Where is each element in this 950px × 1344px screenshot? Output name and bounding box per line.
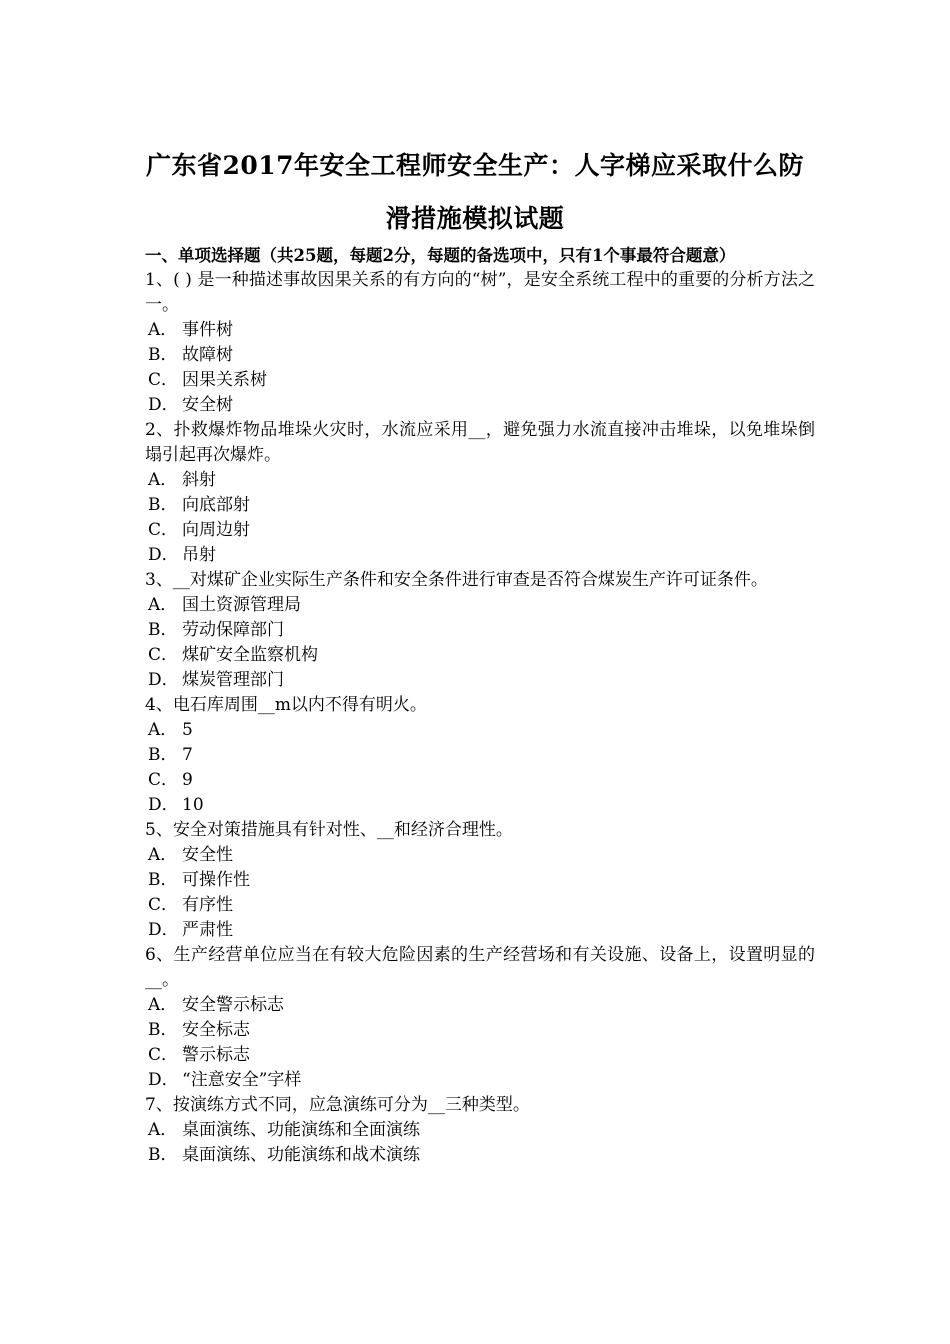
option-letter: D． <box>148 1070 179 1090</box>
option-letter: B． <box>148 1020 178 1040</box>
option-letter: B． <box>148 345 178 365</box>
question-text: 3、__对煤矿企业实际生产条件和安全条件进行审查是否符合煤炭生产许可证条件。 <box>145 570 768 590</box>
option-text: 桌面演练、功能演练和战术演练 <box>182 1145 420 1165</box>
answer-option <box>145 1143 815 1168</box>
section-heading: 一、单项选择题（共25题，每题2分，每题的备选项中，只有1个事最符合题意） <box>145 246 736 265</box>
option-letter: D． <box>148 395 179 415</box>
document-body <box>145 243 815 1168</box>
option-text: 桌面演练、功能演练和全面演练 <box>182 1120 420 1140</box>
answer-option <box>145 668 815 693</box>
question-item <box>145 693 815 818</box>
answer-option <box>145 593 815 618</box>
option-text: 煤炭管理部门 <box>182 670 284 690</box>
option-text: 事件树 <box>182 320 233 340</box>
answer-option <box>145 718 815 743</box>
question-text: 7、按演练方式不同，应急演练可分为__三种类型。 <box>145 1095 530 1115</box>
answer-option <box>145 768 815 793</box>
answer-option <box>145 918 815 943</box>
option-letter: B． <box>148 620 178 640</box>
answer-option <box>145 643 815 668</box>
option-letter: C． <box>148 1045 179 1065</box>
answer-option <box>145 843 815 868</box>
option-text: 国土资源管理局 <box>182 595 301 615</box>
option-text: 向底部射 <box>182 495 250 515</box>
option-text: 因果关系树 <box>182 370 267 390</box>
question-item <box>145 1093 815 1168</box>
answer-option <box>145 543 815 568</box>
option-letter: C． <box>148 770 179 790</box>
option-letter: A． <box>148 595 178 615</box>
option-letter: B． <box>148 495 178 515</box>
option-letter: A． <box>148 720 178 740</box>
option-text: 可操作性 <box>182 870 250 890</box>
option-letter: C． <box>148 645 179 665</box>
option-letter: C． <box>148 370 179 390</box>
option-text: 有序性 <box>182 895 233 915</box>
option-text: 吊射 <box>182 545 216 565</box>
answer-option <box>145 868 815 893</box>
answer-option <box>145 393 815 418</box>
question-list <box>145 268 815 1168</box>
option-letter: B． <box>148 870 178 890</box>
option-text: 警示标志 <box>182 1045 250 1065</box>
answer-option <box>145 368 815 393</box>
option-text: 煤矿安全监察机构 <box>182 645 318 665</box>
answer-option <box>145 1043 815 1068</box>
question-item <box>145 943 815 1093</box>
option-letter: B． <box>148 745 178 765</box>
answer-option <box>145 1068 815 1093</box>
option-text: 7 <box>182 745 193 765</box>
option-text: 向周边射 <box>182 520 250 540</box>
question-item <box>145 568 815 693</box>
option-letter: D． <box>148 920 179 940</box>
question-text: 1、( ) 是一种描述事故因果关系的有方向的“树”，是安全系统工程中的重要的分析方法之一。 <box>145 270 815 315</box>
option-letter: A． <box>148 995 178 1015</box>
option-letter: A． <box>148 1120 178 1140</box>
option-text: 安全警示标志 <box>182 995 284 1015</box>
question-text: 2、扑救爆炸物品堆垛火灾时，水流应采用__，避免强力水流直接冲击堆垛，以免堆垛倒塌引起再次爆炸。 <box>145 420 815 465</box>
document-title-line-1: 广东省2017年安全工程师安全生产：人字梯应采取什么防 <box>145 151 805 180</box>
question-text: 6、生产经营单位应当在有较大危险因素的生产经营场和有关设施、设备上，设置明显的__。 <box>145 945 815 990</box>
option-letter: A． <box>148 845 178 865</box>
question-item <box>145 418 815 568</box>
option-text: 安全性 <box>182 845 233 865</box>
option-letter: D． <box>148 795 179 815</box>
option-letter: D． <box>148 545 179 565</box>
option-text: 10 <box>182 795 204 815</box>
answer-option <box>145 318 815 343</box>
option-text: 劳动保障部门 <box>182 620 284 640</box>
question-item <box>145 818 815 943</box>
question-text: 4、电石库周围__m以内不得有明火。 <box>145 695 427 715</box>
answer-option <box>145 468 815 493</box>
answer-option <box>145 343 815 368</box>
answer-option <box>145 1018 815 1043</box>
document-title-line-2: 滑措施模拟试题 <box>385 204 565 233</box>
option-text: 严肃性 <box>182 920 233 940</box>
option-text: 斜射 <box>182 470 216 490</box>
answer-option <box>145 793 815 818</box>
option-letter: B． <box>148 1145 178 1165</box>
answer-option <box>145 743 815 768</box>
option-text: 安全树 <box>182 395 233 415</box>
option-letter: D． <box>148 670 179 690</box>
option-letter: C． <box>148 895 179 915</box>
option-text: 9 <box>182 770 193 790</box>
option-text: 故障树 <box>182 345 233 365</box>
option-text: “注意安全”字样 <box>182 1070 302 1090</box>
answer-option <box>145 893 815 918</box>
answer-option <box>145 1118 815 1143</box>
question-text: 5、安全对策措施具有针对性、__和经济合理性。 <box>145 820 513 840</box>
option-text: 安全标志 <box>182 1020 250 1040</box>
answer-option <box>145 618 815 643</box>
question-item <box>145 268 815 418</box>
option-letter: A． <box>148 470 178 490</box>
answer-option <box>145 993 815 1018</box>
option-letter: A． <box>148 320 178 340</box>
option-letter: C． <box>148 520 179 540</box>
answer-option <box>145 518 815 543</box>
answer-option <box>145 493 815 518</box>
option-text: 5 <box>182 720 193 740</box>
